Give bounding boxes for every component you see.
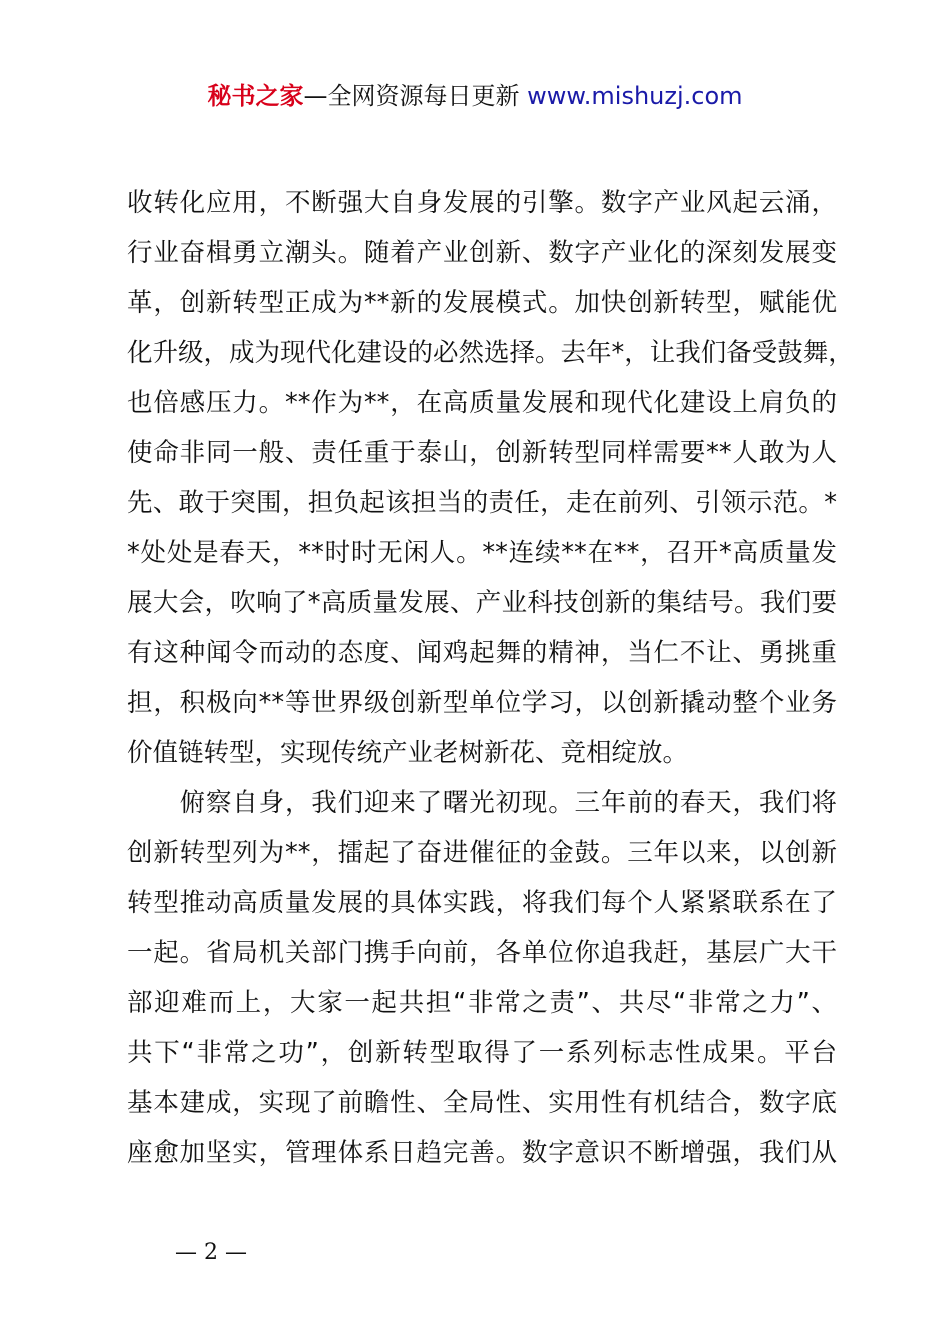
text-line: 化升级，成为现代化建设的必然选择。去年*，让我们备受鼓舞， [127, 338, 854, 368]
text-line: 先、敢于突围，担负起该担当的责任，走在前列、引领示范。* [127, 488, 837, 518]
brand-name: 秘书之家 [207, 82, 304, 110]
text-line: 共下“非常之功”，创新转型取得了一系列标志性成果。平台 [127, 1038, 837, 1068]
text-line: 价值链转型，实现传统产业老树新花、竞相绽放。 [127, 738, 689, 768]
text-line: 基本建成，实现了前瞻性、全局性、实用性有机结合，数字底 [127, 1088, 837, 1118]
text-line: 收转化应用，不断强大自身发展的引擎。数字产业风起云涌， [127, 188, 837, 218]
text-line: 创新转型列为**，擂起了奋进催征的金鼓。三年以来，以创新 [127, 838, 837, 868]
text-line: 也倍感压力。**作为**，在高质量发展和现代化建设上肩负的 [127, 388, 837, 418]
header-url: www.mishuzj.com [527, 82, 743, 110]
text-line: 行业奋楫勇立潮头。随着产业创新、数字产业化的深刻发展变 [127, 238, 837, 268]
text-line: 转型推动高质量发展的具体实践，将我们每个人紧紧联系在了 [127, 888, 837, 918]
text-line: 一起。省局机关部门携手向前，各单位你追我赶，基层广大干 [127, 938, 837, 968]
watermark-header [0, 80, 950, 112]
text-line: *处处是春天，**时时无闲人。**连续**在**，召开*高质量发 [127, 538, 837, 568]
header-tagline: —全网资源每日更新 [303, 82, 520, 110]
text-line: 座愈加坚实，管理体系日趋完善。数字意识不断增强，我们从 [127, 1138, 837, 1168]
page-number: — 2 — [175, 1240, 247, 1265]
document-body [127, 178, 854, 1178]
text-line: 担，积极向**等世界级创新型单位学习，以创新撬动整个业务 [127, 688, 837, 718]
text-line: 部迎难而上，大家一起共担“非常之责”、共尽“非常之力”、 [127, 988, 837, 1018]
text-line: 俯察自身，我们迎来了曙光初现。三年前的春天，我们将 [127, 788, 837, 818]
text-line: 有这种闻令而动的态度、闻鸡起舞的精神，当仁不让、勇挑重 [127, 638, 837, 668]
text-line: 展大会，吹响了*高质量发展、产业科技创新的集结号。我们要 [127, 588, 837, 618]
text-line: 使命非同一般、责任重于泰山，创新转型同样需要**人敢为人 [127, 438, 837, 468]
text-line: 革，创新转型正成为**新的发展模式。加快创新转型，赋能优 [127, 288, 837, 318]
